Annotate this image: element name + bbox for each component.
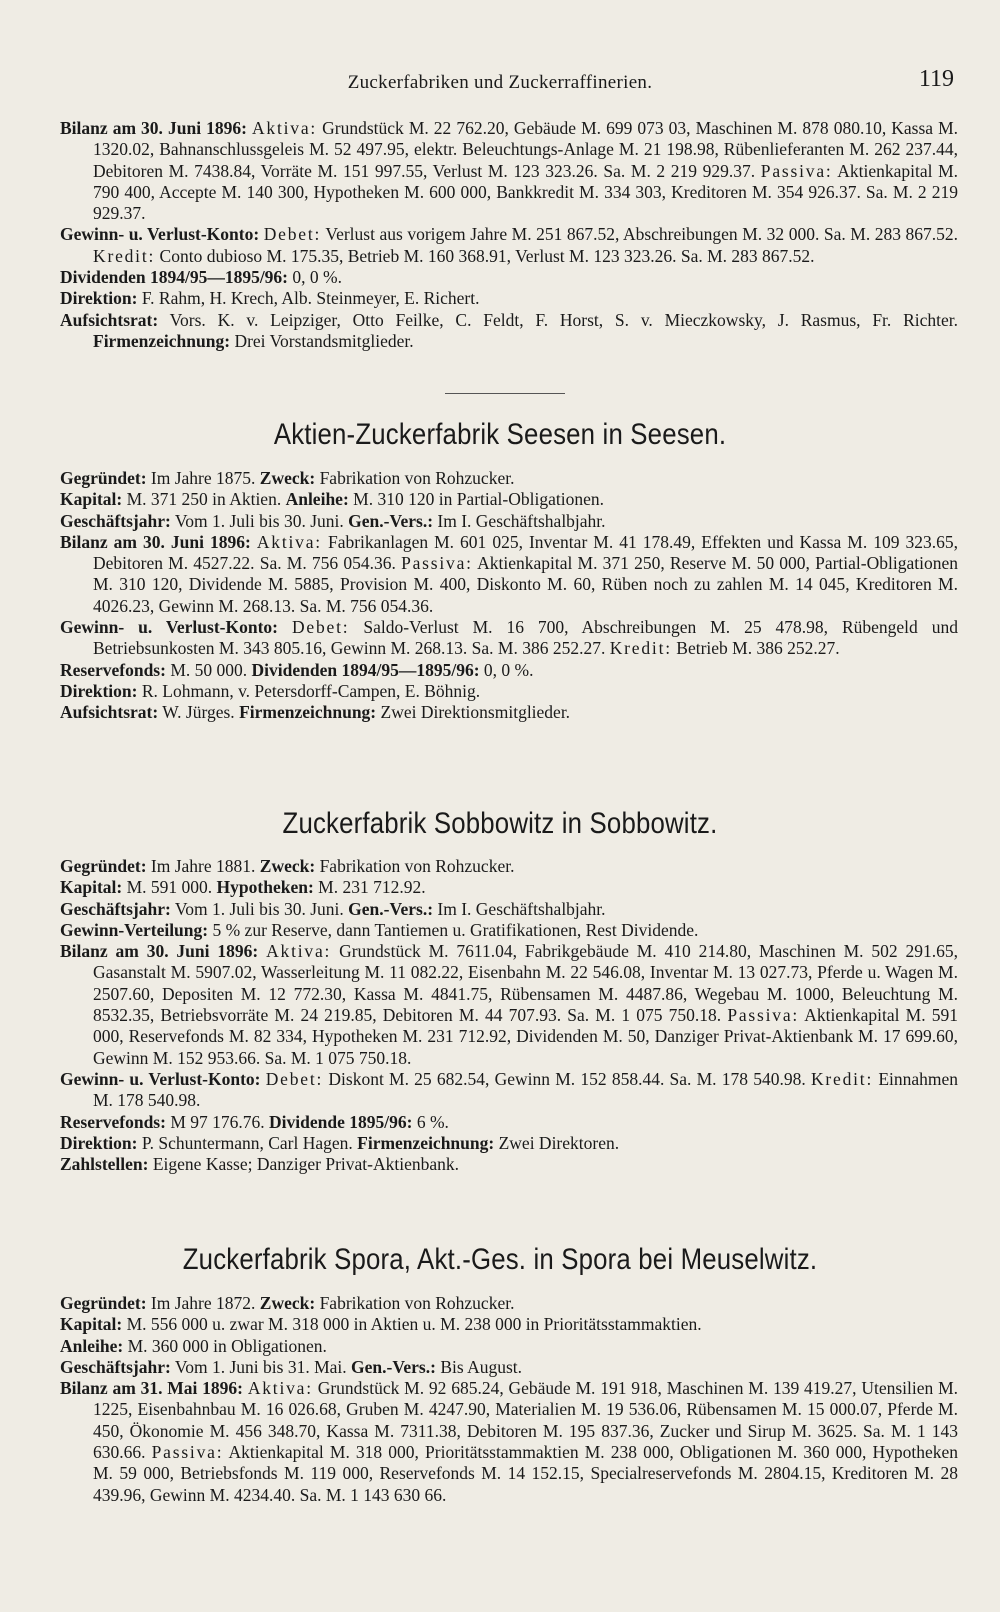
previous-company-entry — [60, 118, 958, 352]
gegruendet-paragraph: Gegründet: Im Jahre 1875. Zweck: Fabrikation von Rohzucker. — [60, 468, 515, 488]
section-divider — [445, 393, 565, 394]
gegruendet-paragraph: Gegründet: Im Jahre 1881. Zweck: Fabrikation von Rohzucker. — [60, 856, 515, 876]
section-title-sobbowitz: Zuckerfabrik Sobbowitz in Sobbowitz. — [282, 807, 718, 840]
reservefonds-paragraph: Reservefonds: M. 50 000. Dividenden 1894/95—1895/96: 0, 0 %. — [60, 659, 534, 680]
gewinn-verlust-paragraph: Gewinn- u. Verlust-Konto: Debet: Verlust aus vorigem Jahre M. 251 867.52, Abschreibungen M. 32 000. Sa. M. 283 867.52. Kredit: Conto dubioso M. 175.35, Betrieb M. 160 368.91, Verlust M. 123 323.26. Sa. M. 283 867.52. — [60, 224, 959, 266]
bilanz-paragraph: Bilanz am 30. Juni 1896: Aktiva: Grundstück M. 22 762.20, Gebäude M. 699 073 03, Maschinen M. 878 080.10, Kassa M. 1320.02, Bahnanschlussgeleis M. 52 497.95, elektr. Beleuchtungs-Anlage M. 21 198.98, Rübenlieferanten M. 262 237.44, Debitoren M. 7438.84, Vorräte M. 151 997.55, Verlust M. 123 323.26. Sa. M. 2 219 929.37. Passiva: Aktienkapital M. 790 400, Accepte M. 140 300, Hypotheken M. 600 000, Bankkredit M. 334 303, Kreditoren M. 354 926.37. Sa. M. 2 219 929.37. — [60, 118, 959, 224]
gewinn-verlust-paragraph: Gewinn- u. Verlust-Konto: Debet: Diskont M. 25 682.54, Gewinn M. 152 858.44. Sa. M. 178 540.98. Kredit: Einnahmen M. 178 540.98. — [60, 1068, 959, 1111]
kapital-paragraph: Kapital: M. 591 000. Hypotheken: M. 231 712.92. — [60, 877, 426, 898]
gewinn-verlust-paragraph: Gewinn- u. Verlust-Konto: Debet: Saldo-Verlust M. 16 700, Abschreibungen M. 25 478.98, Rübengeld und Betriebsunkosten M. 343 805.16, Gewinn M. 268.13. Sa. M. 386 252.27. Kredit: Betrieb M. 386 252.27. — [60, 617, 958, 659]
kapital-paragraph: Kapital: M. 556 000 u. zwar M. 318 000 in Aktien u. M. 238 000 in Prioritätsstammaktien. — [60, 1314, 702, 1335]
direktion-paragraph: Direktion: R. Lohmann, v. Petersdorff-Campen, E. Böhnig. — [60, 680, 481, 701]
company-entry-sobbowitz — [60, 856, 958, 1175]
section-title-spora: Zuckerfabrik Spora, Akt.-Ges. in Spora bei Meuselwitz. — [182, 1243, 818, 1276]
bilanz-paragraph: Bilanz am 30. Juni 1896: Aktiva: Grundstück M. 7611.04, Fabrikgebäude M. 410 214.80, Maschinen M. 502 291.65, Gasanstalt M. 5907.02, Wasserleitung M. 11 082.22, Eisenbahn M. 22 546.08, Inventar M. 13 027.73, Pferde u. Wagen M. 2507.60, Depositen M. 12 772.30, Kassa M. 4841.75, Rübensamen M. 4487.86, Wegebau M. 1000, Beleuchtung M. 8532.35, Betriebsvorräte M. 24 219.85, Debitoren M. 44 707.93. Sa. M. 1 075 750.18. Passiva: Aktienkapital M. 591 000, Reservefonds M. 82 334, Hypotheken M. 231 712.92, Dividenden M. 50, Danziger Privat-Aktienbank M. 17 699.60, Gewinn M. 152 953.66. Sa. M. 1 075 750.18. — [60, 941, 959, 1068]
bilanz-paragraph: Bilanz am 31. Mai 1896: Aktiva: Grundstück M. 92 685.24, Gebäude M. 191 918, Maschinen M. 139 419.27, Utensilien M. 1225, Eisenbahnbau M. 16 026.68, Gruben M. 4247.90, Materialien M. 19 536.06, Rübensamen M. 15 000.07, Pferde M. 450, Ökonomie M. 456 348.70, Kassa M. 7311.38, Debitoren M. 195 837.36, Zucker und Sirup M. 3625. Sa. M. 1 143 630.66. Passiva: Aktienkapital M. 318 000, Prioritätsstammaktien M. 238 000, Obligationen M. 360 000, Hypotheken M. 59 000, Betriebsfonds M. 119 000, Reservefonds M. 14 152.15, Specialreservefonds M. 2804.15, Kreditoren M. 28 439.96, Gewinn M. 4234.40. Sa. M. 1 143 630 66. — [60, 1378, 959, 1505]
dividenden-paragraph: Dividenden 1894/95—1895/96: 0, 0 %. — [60, 267, 342, 288]
geschaeftsjahr-paragraph: Geschäftsjahr: Vom 1. Juli bis 30. Juni. Gen.-Vers.: Im I. Geschäftshalbjahr. — [60, 898, 606, 919]
kapital-paragraph: Kapital: M. 371 250 in Aktien. Anleihe: M. 310 120 in Partial-Obligationen. — [60, 489, 604, 510]
geschaeftsjahr-paragraph: Geschäftsjahr: Vom 1. Juni bis 31. Mai. Gen.-Vers.: Bis August. — [60, 1356, 523, 1377]
direktion-paragraph: Direktion: P. Schuntermann, Carl Hagen. Firmenzeichnung: Zwei Direktoren. — [60, 1132, 620, 1153]
page-header — [0, 66, 1000, 106]
zahlstellen-paragraph: Zahlstellen: Eigene Kasse; Danziger Privat-Aktienbank. — [60, 1154, 460, 1175]
aufsichtsrat-paragraph: Aufsichtsrat: W. Jürges. Firmenzeichnung: Zwei Direktionsmitglieder. — [60, 702, 571, 723]
reservefonds-paragraph: Reservefonds: M 97 176.76. Dividende 1895/96: 6 %. — [60, 1111, 449, 1132]
page-number: 119 — [918, 66, 954, 92]
section-title-seesen: Aktien-Zuckerfabrik Seesen in Seesen. — [273, 418, 727, 451]
anleihe-paragraph: Anleihe: M. 360 000 in Obligationen. — [60, 1335, 327, 1356]
aufsichtsrat-paragraph: Aufsichtsrat: Vors. K. v. Leipziger, Otto Feilke, C. Feldt, F. Horst, S. v. Mieczkowsky, J. Rasmus, Fr. Richter. Firmenzeichnung: Drei Vorstandsmitglieder. — [60, 309, 958, 351]
gewinn-verteilung-paragraph: Gewinn-Verteilung: 5 % zur Reserve, dann Tantiemen u. Gratifikationen, Rest Dividende. — [60, 919, 699, 940]
bilanz-paragraph: Bilanz am 30. Juni 1896: Aktiva: Fabrikanlagen M. 601 025, Inventar M. 41 178.49, Effekten und Kassa M. 109 323.65, Debitoren M. 4527.22. Sa. M. 756 054.36. Passiva: Aktienkapital M. 371 250, Reserve M. 50 000, Partial-Obligationen M. 310 120, Dividende M. 5885, Provision M. 400, Diskonto M. 60, Rüben noch zu zahlen M. 14 045, Kreditoren M. 4026.23, Gewinn M. 268.13. Sa. M. 756 054.36. — [60, 531, 959, 616]
geschaeftsjahr-paragraph: Geschäftsjahr: Vom 1. Juli bis 30. Juni. Gen.-Vers.: Im I. Geschäftshalbjahr. — [60, 510, 606, 531]
running-title: Zuckerfabriken und Zuckerraffinerien. — [347, 72, 653, 93]
company-entry-spora — [60, 1293, 958, 1506]
direktion-paragraph: Direktion: F. Rahm, H. Krech, Alb. Steinmeyer, E. Richert. — [60, 288, 480, 309]
company-entry-seesen — [60, 468, 958, 724]
gegruendet-paragraph: Gegründet: Im Jahre 1872. Zweck: Fabrikation von Rohzucker. — [60, 1293, 515, 1313]
